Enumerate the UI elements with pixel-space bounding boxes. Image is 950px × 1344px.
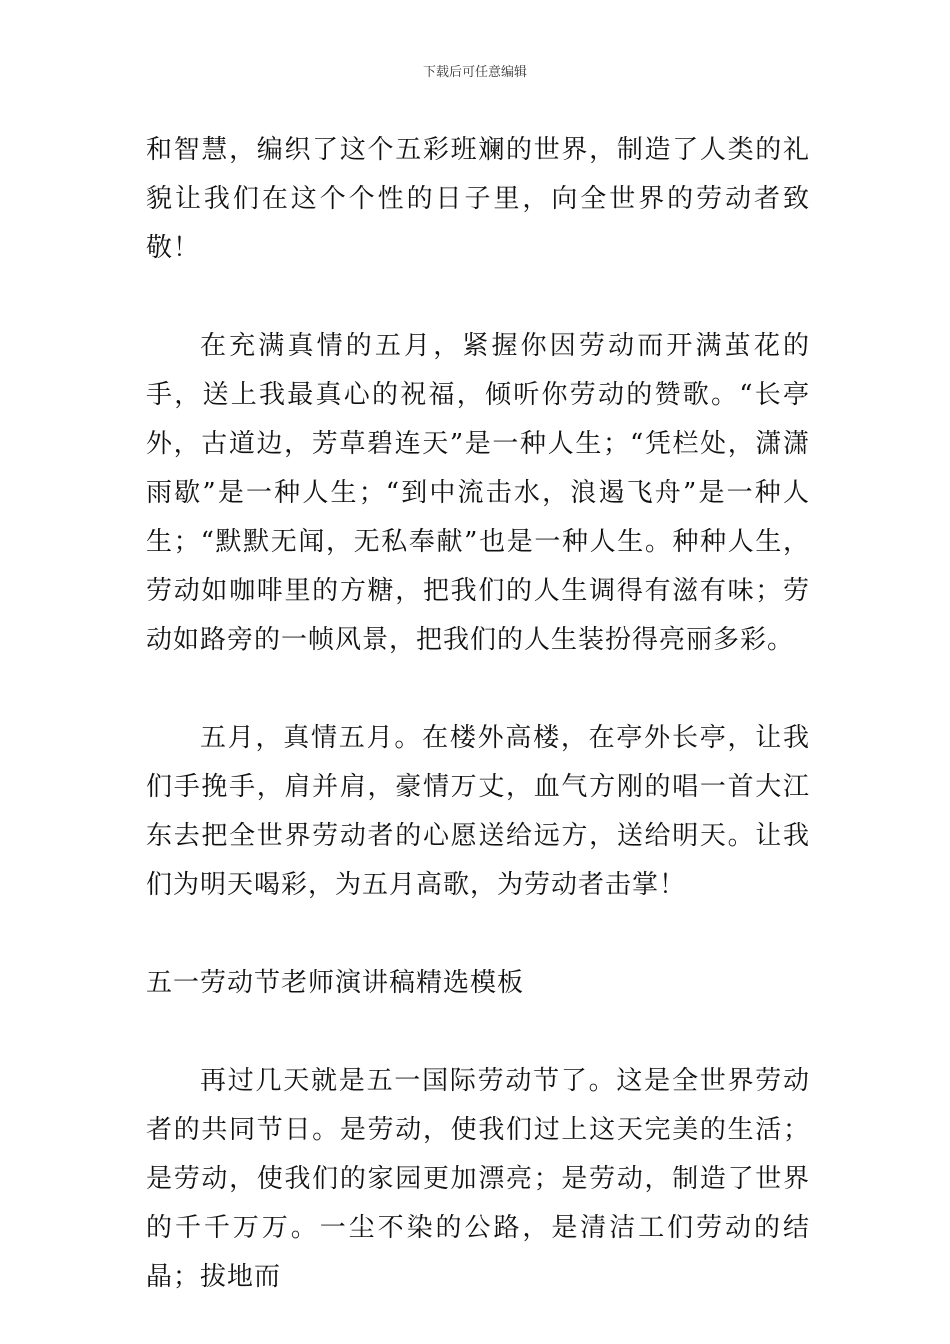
paragraph-may-praise: 五月，真情五月。在楼外高楼，在亭外长亭，让我们手挽手，肩并肩，豪情万丈，血气方刚的唱一首大江东去把全世界劳动者的心愿送给远方，送给明天。让我们为明天喝彩，为五月高歌，为劳动者击掌！ — [146, 723, 810, 900]
page-header-note: 下载后可任意编辑 — [422, 65, 527, 80]
document-body — [146, 126, 810, 1302]
paragraph-labor-day-intro: 再过几天就是五一国际劳动节了。这是全世界劳动者的共同节日。是劳动，使我们过上这天完美的生活；是劳动，使我们的家园更加漂亮；是劳动，制造了世界的千千万万。一尘不染的公路，是清洁工们劳动的结晶；拔地而 — [146, 1066, 810, 1292]
paragraph-continuation: 和智慧，编织了这个五彩班斓的世界，制造了人类的礼貌让我们在这个个性的日子里，向全世界的劳动者致敬！ — [146, 135, 810, 263]
section-title: 五一劳动节老师演讲稿精选模板 — [146, 968, 525, 998]
paragraph-may-blessing: 在充满真情的五月，紧握你因劳动而开满茧花的手，送上我最真心的祝福，倾听你劳动的赞歌。“长亭外，古道边，芳草碧连天”是一种人生；“凭栏处，潇潇雨歇”是一种人生；“到中流击水，浪遏飞舟”是一种人生；“默默无闻，无私奉献”也是一种人生。种种人生，劳动如咖啡里的方糖，把我们的人生调得有滋有味；劳动如路旁的一帧风景，把我们的人生装扮得亮丽多彩。 — [146, 331, 810, 655]
